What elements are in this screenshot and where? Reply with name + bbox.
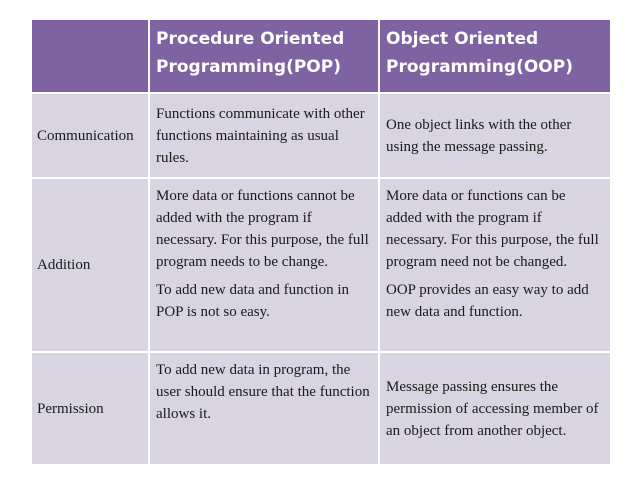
cell-text: More data or functions can be added with the program if necessary. For this purpose, the full program need not be changed. [386, 188, 599, 270]
cell-text: OOP provides an easy way to add new data and function. [386, 282, 589, 320]
cell-text: Functions communicate with other functions maintaining as usual rules. [156, 105, 365, 166]
cell-communication-pop [150, 94, 378, 177]
cell-permission-pop [150, 353, 378, 464]
row-label-communication [32, 94, 148, 177]
cell-text: To add new data and function in POP is not so easy. [156, 282, 350, 320]
cell-text: One object links with the other using the message passing. [386, 116, 572, 155]
cell-text: More data or functions cannot be added with the program if necessary. For this purpose, the full program needs to be change. [156, 188, 369, 270]
cell-text: Message passing ensures the permission of accessing member of an object from another object. [386, 378, 599, 439]
header-blank-cell [32, 20, 148, 92]
cell-text: To add new data in program, the user should ensure that the function allows it. [156, 362, 370, 422]
header-oop: Object Oriented Programming(OOP) [380, 20, 610, 92]
row-label-text: Addition [37, 257, 91, 273]
row-label-addition [32, 179, 148, 351]
row-label-permission [32, 353, 148, 464]
cell-permission-oop [380, 353, 610, 464]
cell-addition-pop [150, 179, 378, 351]
cell-addition-oop [380, 179, 610, 351]
header-pop: Procedure Oriented Programming(POP) [150, 20, 378, 92]
row-label-text: Permission [37, 400, 104, 417]
cell-communication-oop [380, 94, 610, 177]
comparison-table [32, 20, 606, 458]
row-label-text: Communication [37, 127, 134, 144]
